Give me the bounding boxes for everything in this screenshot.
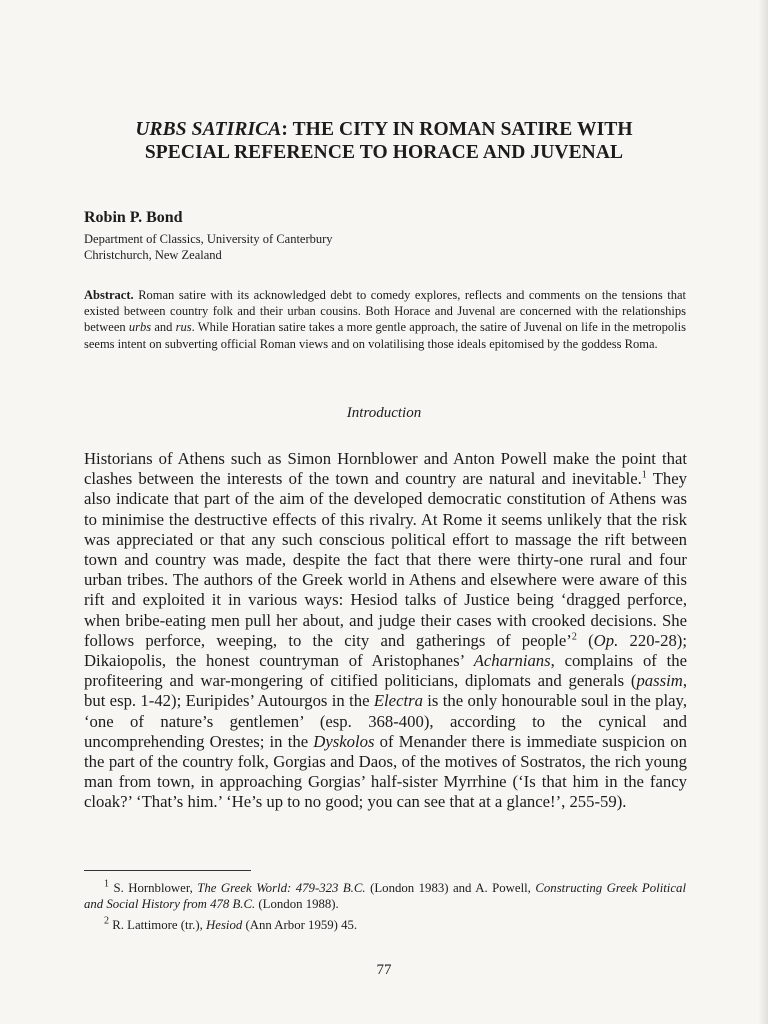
footnote-number-1: 1 (104, 878, 109, 890)
footnote-italic-title: Constructing Greek Political and Social History from 478 B.C. (84, 881, 686, 912)
abstract-text: Roman satire with its acknowledged debt to comedy explores, reflects and comments on the tensions that existed between country folk and their urban cousins. Both Horace and Juvenal are concerned with the relationships between (84, 288, 686, 335)
footnote-2 (104, 917, 686, 933)
body-text: Historians of Athens such as Simon Hornblower and Anton Powell make the point that clashes between the interests of the town and country are natural and inevitable. (84, 449, 687, 489)
footnote-text: R. Lattimore (tr.), (109, 918, 207, 932)
body-text: , but esp. 1-42); Euripides’ Autourgos in the (84, 671, 687, 711)
body-paragraph (84, 449, 687, 813)
footnote-text: (London 1988). (255, 897, 339, 912)
body-italic-op: Op. (593, 630, 619, 650)
author-name: Robin P. Bond (84, 209, 183, 226)
abstract (84, 287, 686, 352)
title-line1-rest: : THE CITY IN ROMAN SATIRE WITH (281, 119, 633, 140)
body-italic-dyskolos: Dyskolos (313, 731, 375, 751)
body-text: of Menander there is immediate suspicion on the part of the country folk, Gorgias and Daos, of the motives of Sostratos, the rich young man from town, in approaching Gorgias’ half-sister Myrrhine (‘Is that him in the fancy cloak?’ ‘That’s him.’ ‘He’s up to no good; you can see that at a glance!’, 255-59). (84, 731, 687, 812)
footnote-ref-2: 2 (571, 631, 577, 643)
abstract-text: and (151, 320, 176, 335)
title-line2: SPECIAL REFERENCE TO HORACE AND JUVENAL (144, 142, 624, 163)
section-heading: Introduction (346, 405, 422, 421)
body-text: is the only honourable soul in the play, ‘one of nature’s gentlemen’ (esp. 368-400), according to the cynical and uncomprehending Orestes; in the (84, 691, 687, 751)
footnote-ref-1: 1 (641, 469, 647, 481)
body-italic-electra: Electra (373, 691, 423, 711)
body-italic-passim: passim (636, 671, 683, 691)
abstract-italic-urbs: urbs (128, 320, 152, 335)
body-text: 220-28); Dikaiopolis, the honest countryman of Aristophanes’ (84, 630, 687, 671)
body-text: , complains of the profiteering and war-mongering of citified politicians, diplomats and generals ( (84, 651, 687, 691)
title-italic: URBS SATIRICA (135, 119, 282, 140)
author-affiliation (84, 231, 333, 263)
footnote-1 (84, 880, 686, 912)
abstract-italic-rus: rus (175, 320, 192, 335)
footnote-text: (London 1983) and A. Powell, (365, 881, 536, 895)
affiliation-city: Christchurch, New Zealand (84, 248, 222, 262)
footnote-italic-title: The Greek World: 479-323 B.C. (197, 881, 366, 895)
body-italic-acharnians: Acharnians (473, 651, 551, 671)
footnote-text: S. Hornblower, (109, 881, 198, 895)
footnote-divider (84, 870, 251, 871)
abstract-text: . While Horatian satire takes a more gentle approach, the satire of Juvenal on life in the metropolis seems intent on subverting official Roman views and on volatilising those ideals epitomised by the goddess Roma. (84, 320, 686, 351)
body-text: They also indicate that part of the aim of the developed democratic constitution of Athens was to minimise the destructive effects of this rivalry. At Rome it seems unlikely that the risk was appreciated or that any such conscious political effort to massage the rift between town and country was made, despite the fact that there were thirty-one rural and four urban tribes. The authors of the Greek world in Athens and elsewhere were aware of this rift and exploited it in various ways: Hesiod talks of Justice being ‘dragged perforce, when bribe-eating men pull her about, and judge their cases with crooked decisions. She follows perforce, weeping, to the city and gatherings of people’ (84, 469, 687, 650)
page-number: 77 (376, 962, 392, 978)
article-title (84, 118, 684, 164)
footnote-text: (Ann Arbor 1959) 45. (242, 918, 358, 932)
footnote-italic-title: Hesiod (206, 918, 243, 932)
body-text: ( (576, 630, 594, 650)
footnote-number-2: 2 (104, 915, 109, 927)
affiliation-department: Department of Classics, University of Canterbury (84, 232, 333, 246)
page-edge-shadow (758, 0, 768, 1024)
abstract-label: Abstract. (84, 288, 134, 302)
